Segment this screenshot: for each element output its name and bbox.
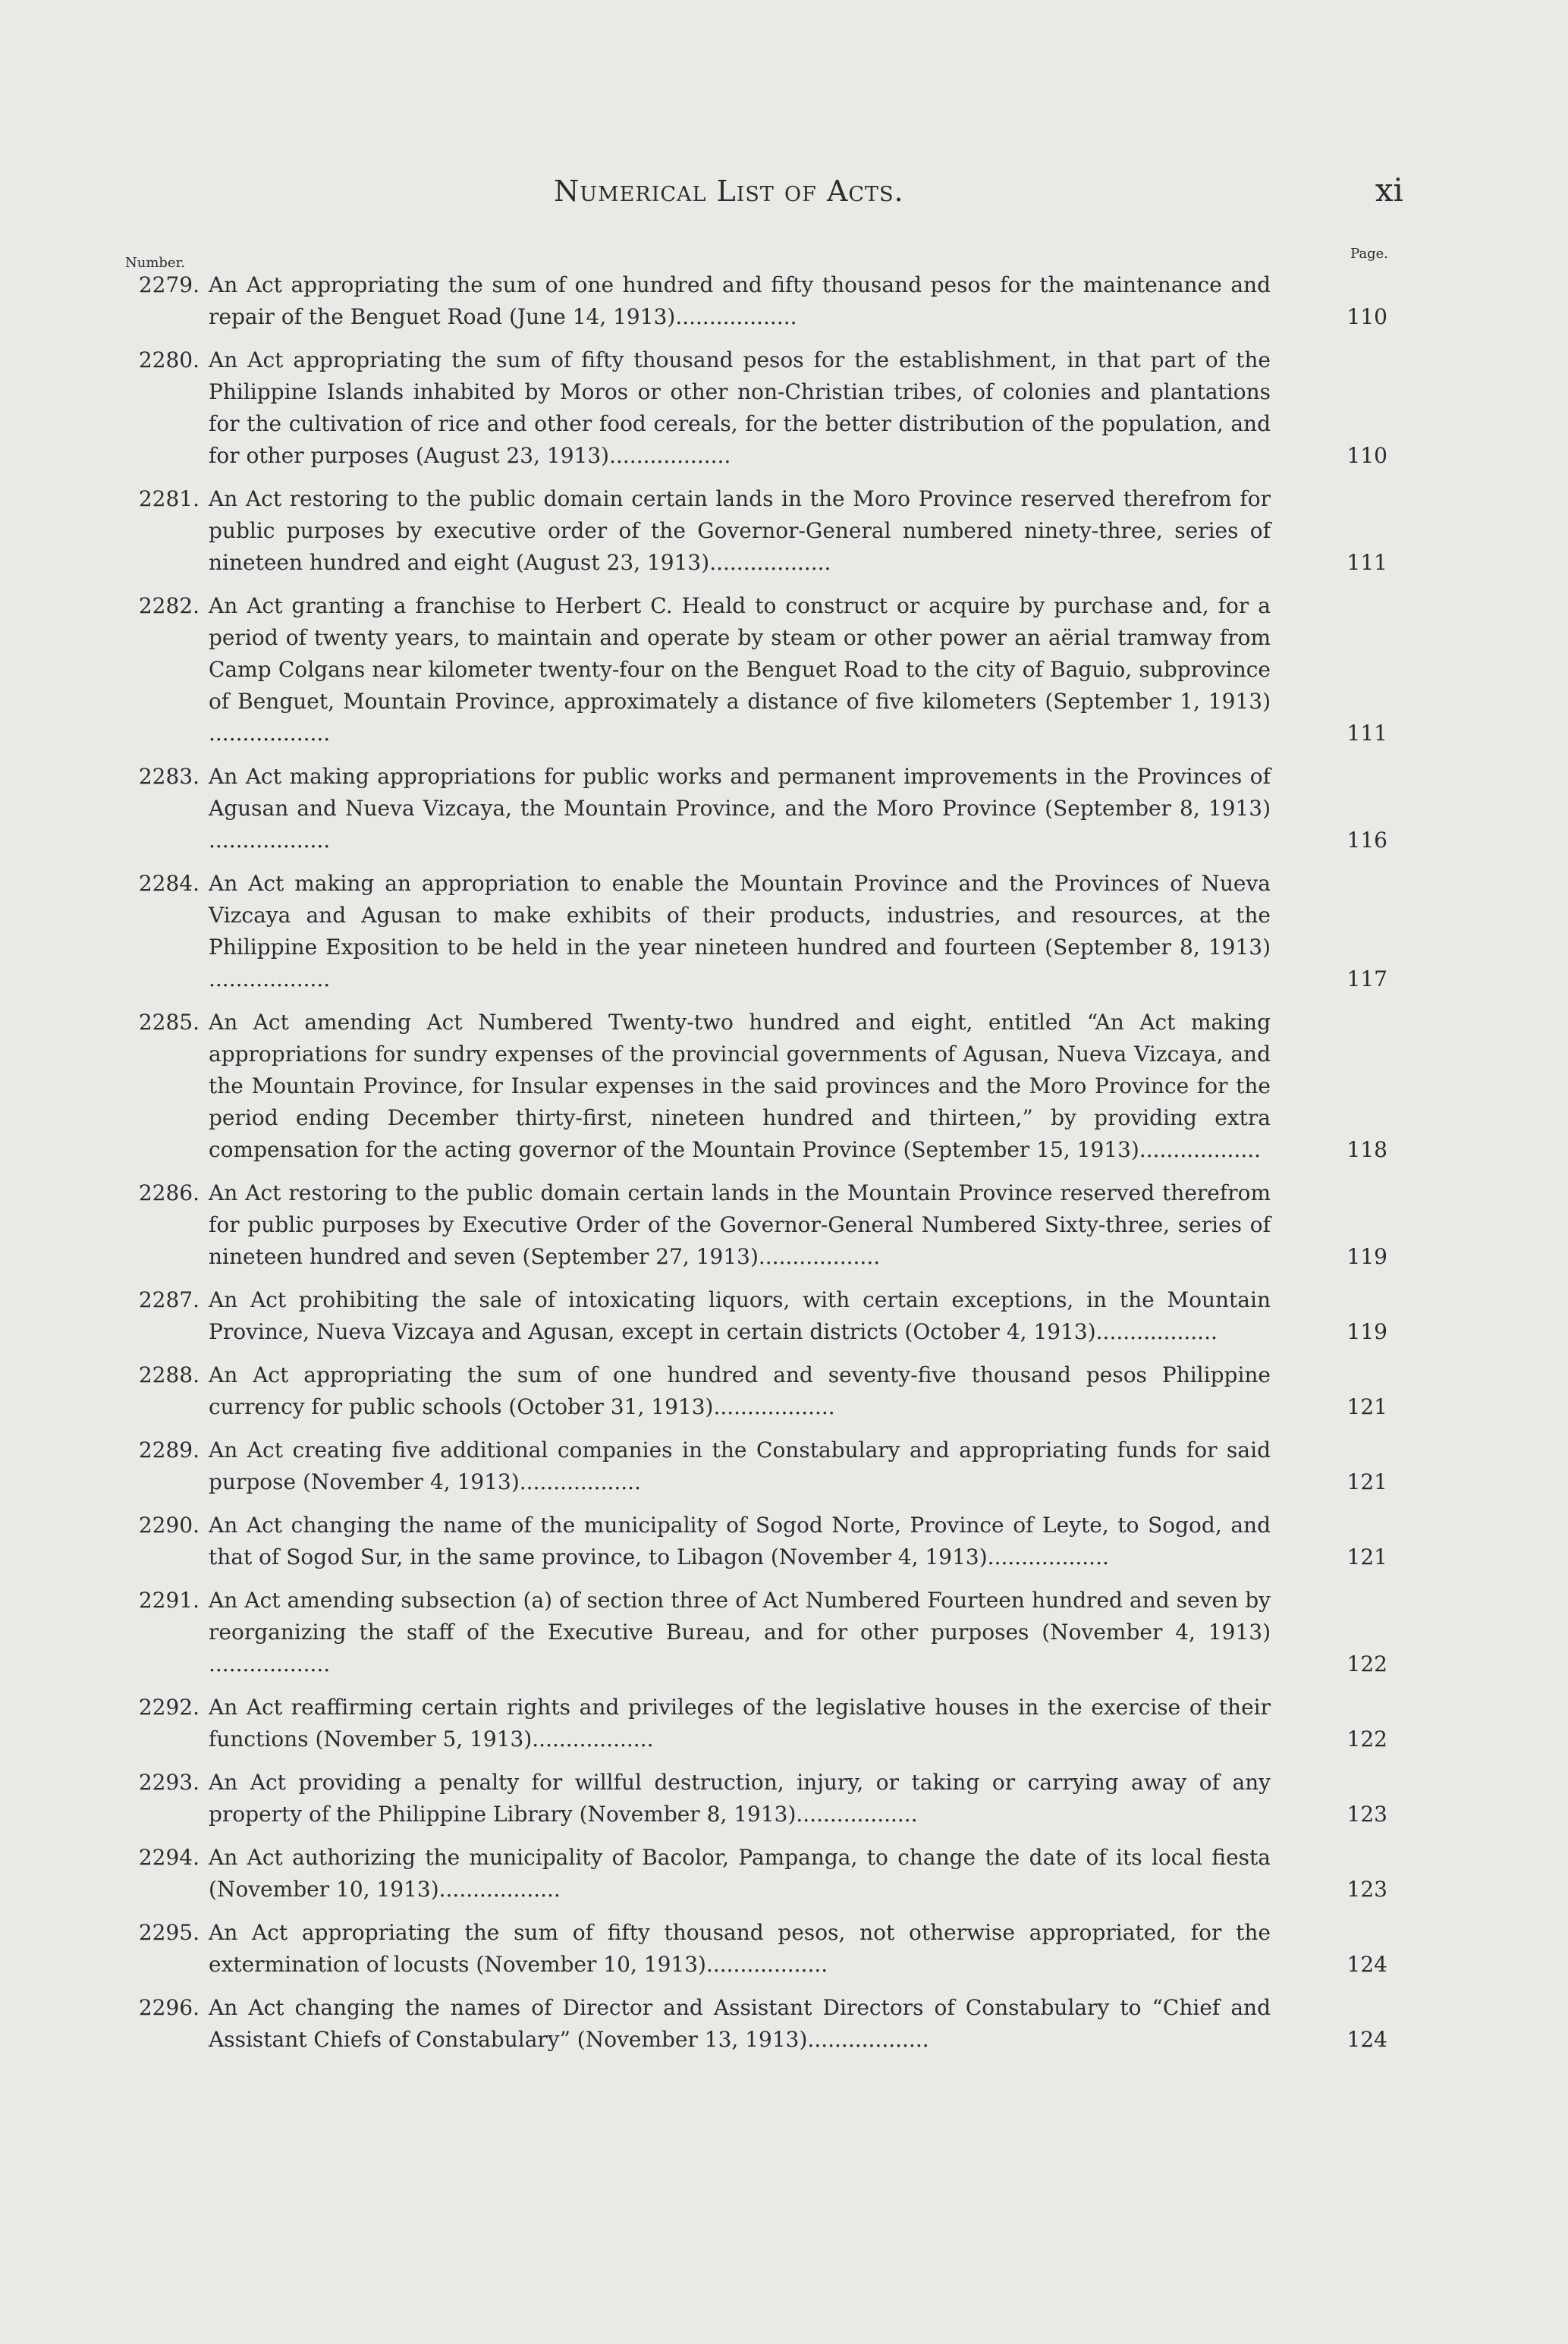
act-number: 2291. (138, 1588, 200, 1613)
act-title: An Act restoring to the public domain certain lands in the Moro Province reserved therefrom for public purposes by executive order of the Governor-General numbered ninety-three, series of nineteen hundred and eight (August 23, 1913).................. (209, 483, 1271, 579)
act-entry (125, 1510, 1400, 1573)
leader-dots: .................. (609, 443, 731, 468)
leader-dots: .................. (675, 304, 797, 329)
act-title: An Act appropriating the sum of fifty thousand pesos for the establishment, in that part of the Philippine Islands inhabited by Moros or other non-Christian tribes, of colonies and plantations for the cultivation of rice and other food cereals, for the better distribution of the population, and for other purposes (August 23, 1913).................. (209, 344, 1271, 472)
act-entry (125, 344, 1400, 472)
act-page-number: 110 (1346, 443, 1387, 468)
leader-dots: .................. (796, 1802, 918, 1827)
act-title: An Act changing the name of the municipality of Sogod Norte, Province of Leyte, to Sogod, and that of Sogod Sur, in the same province, to Libagon (November 4, 1913).................. (209, 1510, 1271, 1573)
act-entry (125, 1359, 1400, 1423)
act-title: An Act amending subsection (a) of section three of Act Numbered Fourteen hundred and seven by reorganizing the staff of the Executive Bureau, and for other purposes (November 4, 1913).................. (209, 1585, 1271, 1680)
leader-dots: .................. (713, 1394, 835, 1419)
act-title: An Act amending Act Numbered Twenty-two hundred and eight, entitled “An Act making appropriations for sundry expenses of the provincial governments of Agusan, Nueva Vizcaya, and the Mountain Province, for Insular expenses in the said provinces and the Moro Province for the period ending December thirty-first, nineteen hundred and thirteen,” by providing extra compensation for the acting governor of the Mountain Province (September 15, 1913).................. (209, 1007, 1271, 1166)
act-entry (125, 590, 1400, 749)
act-page-number: 124 (1346, 1952, 1387, 1977)
act-entry (125, 1177, 1400, 1273)
act-title: An Act providing a penalty for willful destruction, injury, or taking or carrying away of any property of the Philippine Library (November 8, 1913).................. (209, 1767, 1271, 1830)
number-column-label: Number. (125, 255, 185, 271)
act-entry (125, 761, 1400, 856)
act-page-number: 119 (1346, 1244, 1387, 1269)
act-page-number: 121 (1346, 1469, 1387, 1494)
act-number: 2281. (138, 486, 200, 511)
leader-dots: .................. (209, 828, 331, 853)
act-title: An Act making an appropriation to enable the Mountain Province and the Provinces of Nueva Vizcaya and Agusan to make exhibits of their products, industries, and resources, at the Philippine Exposition to be held in the year nineteen hundred and fourteen (September 8, 1913).................. (209, 868, 1271, 995)
act-title: An Act prohibiting the sale of intoxicating liquors, with certain exceptions, in the Mountain Province, Nueva Vizcaya and Agusan, except in certain districts (October 4, 1913).................. (209, 1284, 1271, 1348)
page-column-label: Page. (1350, 246, 1388, 262)
leader-dots: .................. (1095, 1319, 1218, 1344)
act-entry (125, 1992, 1400, 2056)
act-number: 2279. (138, 272, 200, 297)
act-title: An Act changing the names of Director and Assistant Directors of Constabulary to “Chief and Assistant Chiefs of Constabulary” (November 13, 1913).................. (209, 1992, 1271, 2056)
page-header (114, 171, 1403, 220)
leader-dots: .................. (987, 1544, 1109, 1569)
act-number: 2282. (138, 593, 200, 618)
act-title: An Act creating five additional companies in the Constabulary and appropriating funds for said purpose (November 4, 1913).................. (209, 1434, 1271, 1498)
act-page-number: 122 (1346, 1727, 1387, 1752)
act-page-number: 117 (1346, 966, 1387, 991)
act-number: 2286. (138, 1180, 200, 1205)
act-number: 2294. (138, 1845, 200, 1870)
act-title: An Act authorizing the municipality of Bacolor, Pampanga, to change the date of its local fiesta (November 10, 1913).................. (209, 1842, 1271, 1906)
act-number: 2295. (138, 1920, 200, 1945)
leader-dots: .................. (438, 1877, 561, 1902)
act-entry (125, 868, 1400, 995)
leader-dots: .................. (519, 1469, 641, 1494)
act-entry (125, 1434, 1400, 1498)
act-entry (125, 1007, 1400, 1166)
act-title: An Act appropriating the sum of one hundred and fifty thousand pesos for the maintenance and repair of the Benguet Road (June 14, 1913).................. (209, 269, 1271, 333)
act-title: An Act making appropriations for public works and permanent improvements in the Provinces of Agusan and Nueva Vizcaya, the Mountain Province, and the Moro Province (September 8, 1913).................. (209, 761, 1271, 856)
act-number: 2292. (138, 1695, 200, 1720)
act-page-number: 111 (1346, 721, 1387, 746)
act-number: 2293. (138, 1770, 200, 1795)
leader-dots: .................. (1139, 1137, 1262, 1162)
act-number: 2283. (138, 764, 200, 789)
leader-dots: .................. (209, 721, 331, 746)
act-entry (125, 1585, 1400, 1680)
act-entry (125, 1767, 1400, 1830)
act-page-number: 121 (1346, 1394, 1387, 1419)
act-number: 2287. (138, 1287, 200, 1312)
act-number: 2288. (138, 1362, 200, 1387)
act-title: An Act granting a franchise to Herbert C. Heald to construct or acquire by purchase and, for a period of twenty years, to maintain and operate by steam or other power an aërial tramway from Camp Colgans near kilometer twenty-four on the Benguet Road to the city of Baguio, subprovince of Benguet, Mountain Province, approximately a distance of five kilometers (September 1, 1913).................. (209, 590, 1271, 749)
leader-dots: .................. (209, 1651, 331, 1676)
act-number: 2285. (138, 1010, 200, 1035)
act-number: 2296. (138, 1995, 200, 2020)
act-page-number: 121 (1346, 1544, 1387, 1569)
leader-dots: .................. (807, 2027, 929, 2052)
leader-dots: .................. (532, 1727, 654, 1752)
act-entry (125, 1917, 1400, 1981)
act-title: An Act restoring to the public domain certain lands in the Mountain Province reserved therefrom for public purposes by Executive Order of the Governor-General Numbered Sixty-three, series of nineteen hundred and seven (September 27, 1913).................. (209, 1177, 1271, 1273)
acts-list (125, 269, 1400, 2067)
act-number: 2280. (138, 347, 200, 372)
act-page-number: 116 (1346, 828, 1387, 853)
act-page-number: 123 (1346, 1877, 1387, 1902)
act-page-number: 122 (1346, 1651, 1387, 1676)
act-entry (125, 483, 1400, 579)
act-number: 2289. (138, 1438, 200, 1463)
act-page-number: 110 (1346, 304, 1387, 329)
running-title: Numerical List of Acts. (554, 174, 904, 208)
act-entry (125, 1692, 1400, 1755)
act-title: An Act appropriating the sum of one hundred and seventy-five thousand pesos Philippine currency for public schools (October 31, 1913).................. (209, 1359, 1271, 1423)
leader-dots: .................. (209, 966, 331, 991)
act-title: An Act appropriating the sum of fifty thousand pesos, not otherwise appropriated, for the extermination of locusts (November 10, 1913).................. (209, 1917, 1271, 1981)
act-entry (125, 269, 1400, 333)
page-number: xi (1375, 171, 1403, 209)
leader-dots: .................. (705, 1952, 828, 1977)
act-page-number: 111 (1346, 550, 1387, 575)
act-entry (125, 1842, 1400, 1906)
act-page-number: 123 (1346, 1802, 1387, 1827)
leader-dots: .................. (709, 550, 831, 575)
act-page-number: 119 (1346, 1319, 1387, 1344)
act-page-number: 118 (1346, 1137, 1387, 1162)
act-number: 2290. (138, 1513, 200, 1538)
act-number: 2284. (138, 871, 200, 896)
act-page-number: 124 (1346, 2027, 1387, 2052)
leader-dots: .................. (758, 1244, 881, 1269)
act-title: An Act reaffirming certain rights and privileges of the legislative houses in the exercise of their functions (November 5, 1913).................. (209, 1692, 1271, 1755)
act-entry (125, 1284, 1400, 1348)
